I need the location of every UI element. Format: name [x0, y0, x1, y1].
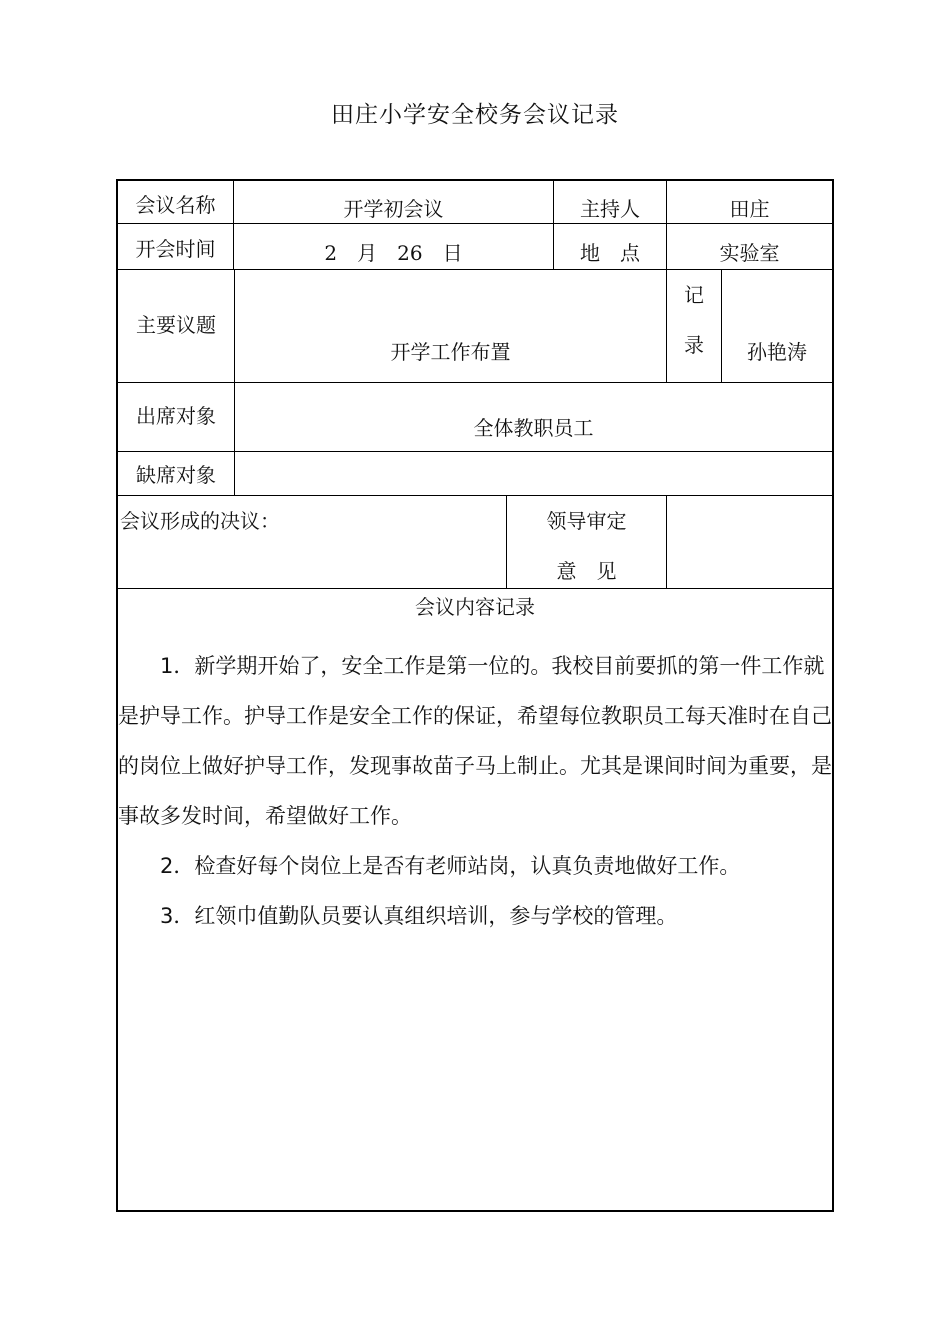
row-divider — [118, 382, 832, 383]
row-divider — [118, 588, 832, 589]
label-leader-review-1: 领导审定 — [546, 509, 627, 533]
content-item-3: 3．红领巾值勤队员要认真组织培训，参与学校的管理。 — [160, 904, 678, 928]
label-location: 地 点 — [580, 241, 640, 265]
label-attendees: 出席对象 — [136, 404, 216, 428]
col-divider — [666, 495, 667, 588]
col-divider — [721, 269, 722, 382]
value-location: 实验室 — [719, 241, 780, 265]
label-absentees: 缺席对象 — [136, 463, 216, 487]
value-meeting-time: 2 月 26 日 — [324, 241, 463, 265]
value-main-topic: 开学工作布置 — [390, 340, 511, 364]
value-attendees: 全体教职员工 — [473, 416, 594, 440]
value-recorder: 孙艳涛 — [747, 340, 807, 364]
label-main-topic: 主要议题 — [136, 313, 216, 337]
label-leader-review-2: 意 见 — [556, 559, 617, 583]
row-divider — [118, 495, 832, 496]
row-divider — [118, 269, 832, 270]
label-recorder-2: 录 — [684, 333, 704, 357]
meeting-record-form — [116, 179, 834, 1212]
label-meeting-time: 开会时间 — [135, 237, 216, 261]
meeting-content — [118, 641, 832, 941]
label-recorder-1: 记 — [684, 283, 704, 307]
value-host: 田庄 — [729, 197, 770, 221]
row-divider — [118, 451, 832, 452]
row-divider — [118, 223, 832, 224]
col-divider — [234, 269, 235, 495]
value-meeting-name: 开学初会议 — [343, 197, 444, 221]
content-item-2: 2．检查好每个岗位上是否有老师站岗，认真负责地做好工作。 — [160, 854, 741, 878]
page-title: 田庄小学安全校务会议记录 — [331, 102, 619, 128]
label-resolutions: 会议形成的决议： — [120, 509, 280, 533]
label-host: 主持人 — [580, 197, 640, 221]
content-header: 会议内容记录 — [415, 595, 535, 619]
label-meeting-name: 会议名称 — [135, 193, 216, 217]
content-item-1: 1．新学期开始了，安全工作是第一位的。我校目前要抓的第一件工作就是护导工作。护导工作是安全工作的保证，希望每位教职员工每天准时在自己的岗位上做好护导工作，发现事故苗子马上制止。尤其是课间时间为重要，是事故多发时间，希望做好工作。 — [118, 654, 832, 828]
